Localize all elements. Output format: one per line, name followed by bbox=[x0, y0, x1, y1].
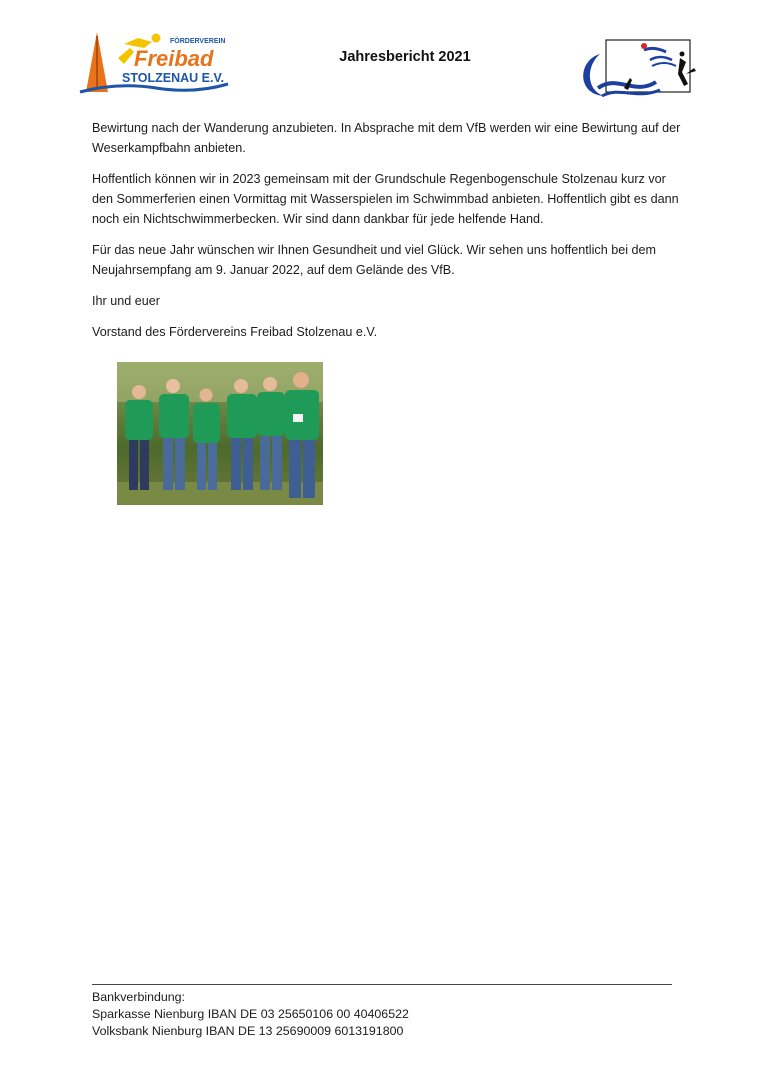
logo-line2: Freibad bbox=[134, 46, 214, 71]
paragraph-wasserspiele: Hoffentlich können wir in 2023 gemeinsam mit der Grundschule Regenbogenschule Stolzenau kurz vor den Sommerferien einen Vormittag mit Wasserspielen im Schwimmbad anbieten. Hoffentlich gibt es dann noch ein Nichtschwimmerbecken. Wir sind dann dankbar für jede helfende Hand. bbox=[92, 172, 679, 226]
paragraph-greeting: Ihr und euer bbox=[92, 294, 160, 308]
page-title: Jahresbericht 2021 bbox=[339, 49, 471, 65]
footer-heading: Bankverbindung: bbox=[92, 990, 185, 1004]
swimmers-wave-icon bbox=[574, 38, 700, 100]
report-body bbox=[92, 118, 682, 353]
foerderverein-logo-graphic bbox=[78, 26, 234, 98]
logo-line3: STOLZENAU E.V. bbox=[122, 71, 225, 85]
bank-volksbank: Volksbank Nienburg IBAN DE 13 25690009 6013191800 bbox=[92, 1024, 404, 1038]
foerderverein-logo bbox=[78, 26, 234, 98]
group-photo bbox=[117, 362, 323, 505]
bank-sparkasse: Sparkasse Nienburg IBAN DE 03 25650106 00 40406522 bbox=[92, 1007, 409, 1021]
footer-divider bbox=[92, 984, 672, 985]
logo-line1: FÖRDERVEREIN bbox=[170, 38, 226, 45]
footer-bank-details bbox=[92, 989, 409, 1040]
paragraph-bewirtung: Bewirtung nach der Wanderung anzubieten. In Absprache mit dem VfB werden wir eine Bewirtung auf der Weserkampfbahn anbieten. bbox=[92, 121, 681, 155]
paragraph-signature: Vorstand des Fördervereins Freibad Stolzenau e.V. bbox=[92, 325, 378, 339]
paragraph-neujahr: Für das neue Jahr wünschen wir Ihnen Gesundheit und viel Glück. Wir sehen uns hoffentlich bei dem Neujahrsempfang am 9. Januar 2022, auf dem Gelände des VfB. bbox=[92, 243, 657, 277]
